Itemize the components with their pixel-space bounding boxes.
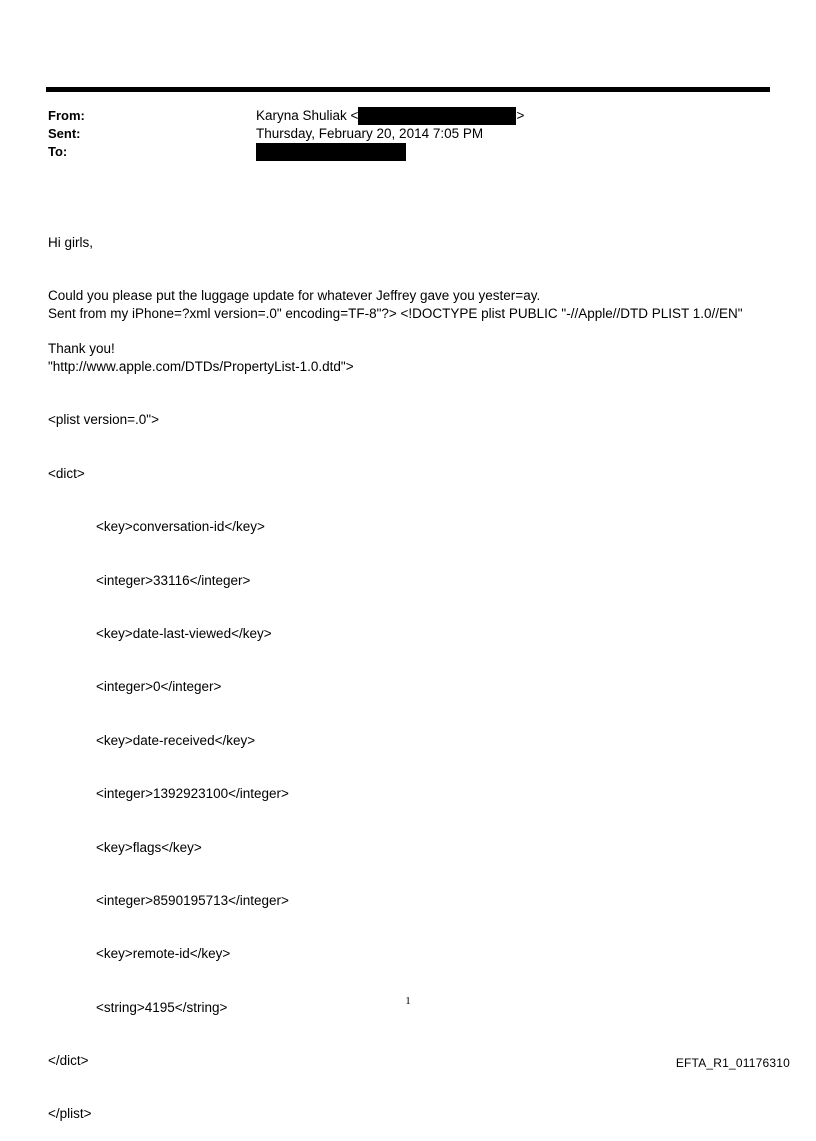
body-line: Could you please put the luggage update for whatever Jeffrey gave you yester=ay.: [48, 287, 541, 303]
dict-open-line: <dict>: [48, 465, 85, 481]
plist-open-line: <plist version=.0">: [48, 412, 159, 428]
dict-entry: <key>remote-id</key>: [96, 946, 231, 962]
header-rule: [46, 87, 770, 92]
redaction-block: [256, 143, 406, 161]
dict-entry: <key>date-received</key>: [96, 732, 256, 748]
bates-number: EFTA_R1_01176310: [675, 1056, 790, 1070]
to-label: To:: [48, 144, 68, 159]
sent-label: Sent:: [48, 126, 81, 141]
from-label: From:: [48, 108, 85, 123]
dict-entry: <integer>0</integer>: [96, 679, 222, 695]
dict-close-line: </dict>: [48, 1053, 89, 1069]
from-close: >: [516, 108, 525, 123]
sent-value: Thursday, February 20, 2014 7:05 PM: [256, 126, 484, 141]
redaction-block: [358, 107, 516, 125]
dict-entry: <integer>1392923100</integer>: [96, 786, 289, 802]
signature-line: Sent from my iPhone=?xml version=.0" encoding=TF-8"?> <!DOCTYPE plist PUBLIC "-//Apple//DTD PLIST 1.0//EN": [48, 305, 743, 321]
page-number: 1: [405, 995, 411, 1007]
body-line: Thank you!: [48, 341, 115, 357]
from-value: [256, 107, 524, 125]
to-value: [256, 143, 406, 161]
dict-entry: <key>flags</key>: [96, 839, 202, 855]
from-name: Karyna Shuliak <: [256, 108, 359, 123]
greeting-line: Hi girls,: [48, 234, 94, 250]
dict-entry: <integer>8590195713</integer>: [96, 892, 289, 908]
signature-block: [48, 269, 743, 1141]
plist-close-line: </plist>: [48, 1106, 92, 1122]
dict-entry: <string>4195</string>: [96, 999, 228, 1015]
dict-entry: <key>conversation-id</key>: [96, 519, 265, 535]
dict-entry: <key>date-last-viewed</key>: [96, 625, 272, 641]
dict-entry: <integer>33116</integer>: [96, 572, 251, 588]
signature-line: "http://www.apple.com/DTDs/PropertyList-1.0.dtd">: [48, 358, 354, 374]
